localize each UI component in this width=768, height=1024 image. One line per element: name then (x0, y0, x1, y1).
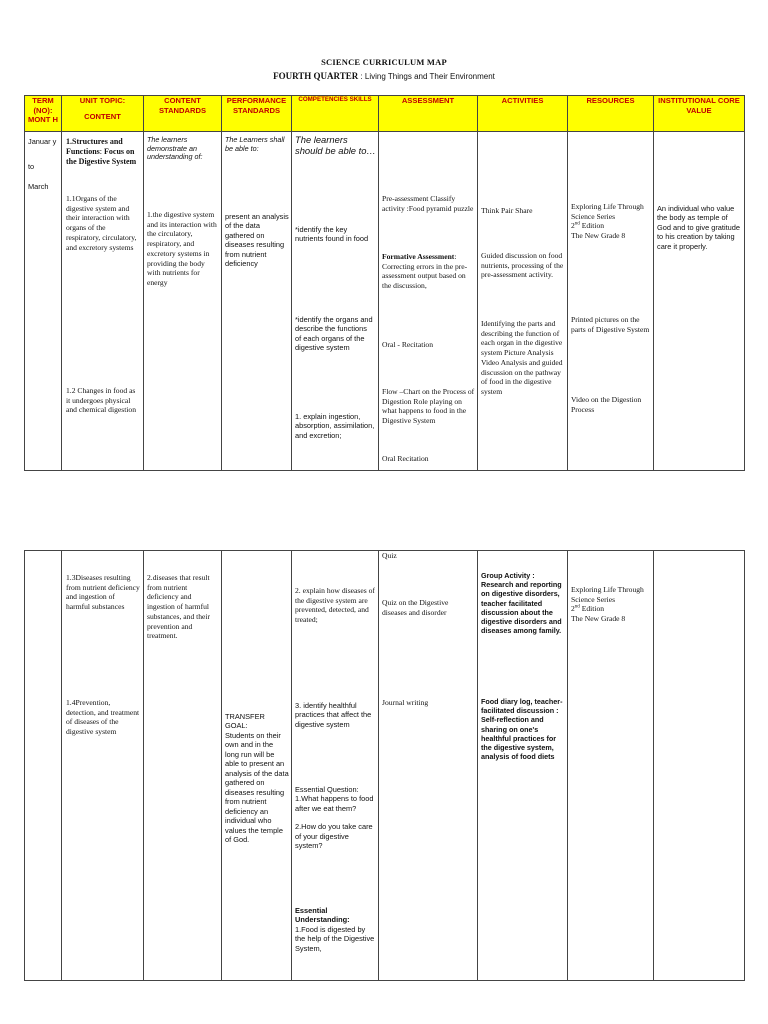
resource-video: Video on the Digestion Process (571, 395, 642, 414)
competencies-cell (292, 551, 379, 981)
col-term-header: TERM (NO): MONT H (25, 96, 62, 132)
essential-understanding (295, 906, 377, 953)
oral-recitation: Oral - Recitation (382, 340, 434, 349)
competency-processes: 1. explain ingestion, absorption, assimilation, and excretion; (295, 412, 375, 440)
competencies-intro: The learners should be able to… (295, 134, 376, 157)
performance-standards-cell (222, 551, 292, 981)
competency-prevention: 2. explain how diseases of the digestive system are prevented, detected, and treated; (295, 586, 375, 625)
assessment-cell (379, 551, 478, 981)
core-value-cell (654, 132, 745, 471)
performance-standard-1: present an analysis of the data gathered on diseases resulting from nutrient deficiency (225, 212, 289, 269)
quarter-separator: : (358, 72, 365, 81)
content-standards-cell (144, 551, 222, 981)
formative-label: Formative Assessment (382, 252, 455, 261)
col-unit-header (62, 96, 144, 132)
journal-writing: Journal writing (382, 698, 429, 707)
formative-colon: : (454, 252, 457, 261)
term-month: Januar y (28, 137, 57, 146)
term-to: to (28, 162, 35, 171)
col-unit-topic-label: UNIT TOPIC: (79, 96, 126, 105)
activities-cell (478, 551, 568, 981)
essential-question-2: 2.How do you take care of your digestive system? (295, 822, 373, 851)
quiz-digestive-diseases: Quiz on the Digestive diseases and disorder (382, 598, 449, 617)
term-end: March (28, 182, 49, 191)
activity-group-research: Group Activity : Research and reporting on digestive disorders, teacher facilitated discussion about the digestive disorders and diseases among family. (481, 571, 562, 636)
formative-text: Correcting errors in the pre-assessment output based on the discussion, (382, 261, 468, 291)
resources-cell (568, 132, 654, 471)
quiz: Quiz (382, 551, 397, 560)
table-row (25, 132, 745, 471)
activity-guided-discussion: Guided discussion on food nutrients, processing of the pre-assessment activity. (481, 251, 564, 280)
col-resources-header: RESOURCES (568, 96, 654, 132)
col-competencies-header: COMPETENCIES SKILLS (292, 96, 379, 132)
content-standards-cell (144, 132, 222, 471)
core-value-text: An individual who value the body as temple of God and to give gratitude to his creation by taking care it properly. (657, 204, 740, 251)
unit-content-cell (62, 132, 144, 471)
resource-book-title: Exploring Life Through Science Series (571, 585, 644, 604)
topic-1-4: 1.4Prevention, detection, and treatment of diseases of the digestive system (66, 698, 140, 737)
resource-grade: The New Grade 8 (571, 614, 626, 624)
assessment-cell (379, 132, 478, 471)
resource-textbook (571, 585, 651, 624)
curriculum-table-1 (24, 95, 745, 471)
unit-heading-title: 1.Structures and Functions (66, 137, 123, 157)
edition-word: Edition (579, 221, 605, 231)
curriculum-table-2 (24, 550, 745, 981)
content-standard-1: 1.the digestive system and its interaction with the circulatory, respiratory, and excretory systems in providing the body with nutrients for energy (147, 210, 217, 288)
essential-understanding-label: Essential Understanding: (295, 906, 350, 925)
term-cell (25, 132, 62, 471)
resource-textbook (571, 202, 651, 241)
oral-recitation-2: Oral Recitation (382, 454, 429, 463)
content-standards-intro: The learners demonstrate an understanding of: (147, 135, 203, 162)
unit-content-cell (62, 551, 144, 981)
unit-heading-colon: : (99, 147, 103, 157)
content-standard-2: 2.diseases that result from nutrient deficiency and ingestion of harmful substances, and their prevention and treatment. (147, 573, 211, 641)
essential-question-label: Essential Question: (295, 785, 359, 794)
col-performance-standards-header: PERFORMANCE STANDARDS (222, 96, 292, 132)
resource-edition (571, 221, 651, 231)
pre-assessment: Pre-assessment Classify activity :Food pyramid puzzle (382, 194, 474, 213)
table-row (25, 551, 745, 981)
core-value-cell (654, 551, 745, 981)
resource-printed-pictures: Printed pictures on the parts of Digestive System (571, 315, 650, 334)
edition-word: Edition (579, 604, 605, 614)
competency-nutrients: *identify the key nutrients found in food (295, 225, 369, 244)
transfer-goal (225, 712, 289, 845)
transfer-goal-text: Students on their own and in the long run will be able to present an analysis of the data gathered on diseases resulting from nutrient deficiency an individual who values the temple of God. (225, 730, 289, 845)
topic-1-3: 1.3Diseases resulting from nutrient deficiency and ingestion of harmful substances (66, 573, 140, 612)
performance-standards-intro: The Learners shall be able to: (225, 135, 285, 153)
formative-assessment (382, 252, 475, 291)
col-activities-header: ACTIVITIES (478, 96, 568, 132)
col-core-value-header: INSTITUTIONAL CORE VALUE (654, 96, 745, 132)
edition-suffix: nd (574, 221, 580, 227)
transfer-goal-label: TRANSFER GOAL: (225, 712, 265, 731)
quarter-heading (0, 71, 768, 81)
term-cell (25, 551, 62, 981)
essential-understanding-1: 1.Food is digested by the help of the Digestive System, (295, 924, 375, 953)
document-title: SCIENCE CURRICULUM MAP (321, 57, 447, 67)
activity-identifying-parts: Identifying the parts and describing the function of each organ in the digestive system Picture Analysis Video Analysis and guided discussion on the pathway of food in the digestive system (481, 319, 563, 397)
quarter-topic: Living Things and Their Environment (364, 72, 495, 81)
edition-number: 2 (571, 604, 575, 614)
topic-1-2: 1.2 Changes in food as it undergoes physical and chemical digestion (66, 386, 137, 415)
resources-cell (568, 551, 654, 981)
activity-food-diary: Food diary log, teacher-facilitated discussion : Self-reflection and sharing on one's healthful practices for the digestive system, analysis of food diets (481, 697, 563, 762)
unit-focus: Focus on the Digestive System (66, 147, 137, 167)
col-assessment-header: ASSESSMENT (379, 96, 478, 132)
edition-number: 2 (571, 221, 575, 231)
edition-suffix: nd (574, 604, 580, 610)
col-unit-content-label: CONTENT (84, 111, 121, 121)
competency-organs: *identify the organs and describe the functions of each organs of the digestive system (295, 315, 373, 353)
essential-questions (295, 785, 377, 851)
competencies-cell (292, 132, 379, 471)
competency-healthful-practices: 3. identify healthful practices that affect the digestive system (295, 701, 372, 729)
quarter-label: FOURTH QUARTER (273, 71, 359, 81)
resource-grade: The New Grade 8 (571, 231, 626, 241)
activities-cell (478, 132, 568, 471)
resource-edition (571, 604, 651, 614)
unit-heading (66, 137, 140, 168)
performance-standards-cell (222, 132, 292, 471)
topic-1-1: 1.1Organs of the digestive system and their interaction with organs of the respiratory, circulatory, and excretory systems (66, 194, 137, 252)
resource-book-title: Exploring Life Through Science Series (571, 202, 644, 221)
header-row (25, 96, 745, 132)
essential-question-1: 1.What happens to food after we eat them? (295, 794, 374, 813)
activity-think-pair-share: Think Pair Share (481, 206, 533, 215)
flow-chart-assessment: Flow –Chart on the Process of Digestion Role playing on what happens to food in the Digestive System (382, 387, 475, 426)
col-content-standards-header: CONTENT STANDARDS (144, 96, 222, 132)
